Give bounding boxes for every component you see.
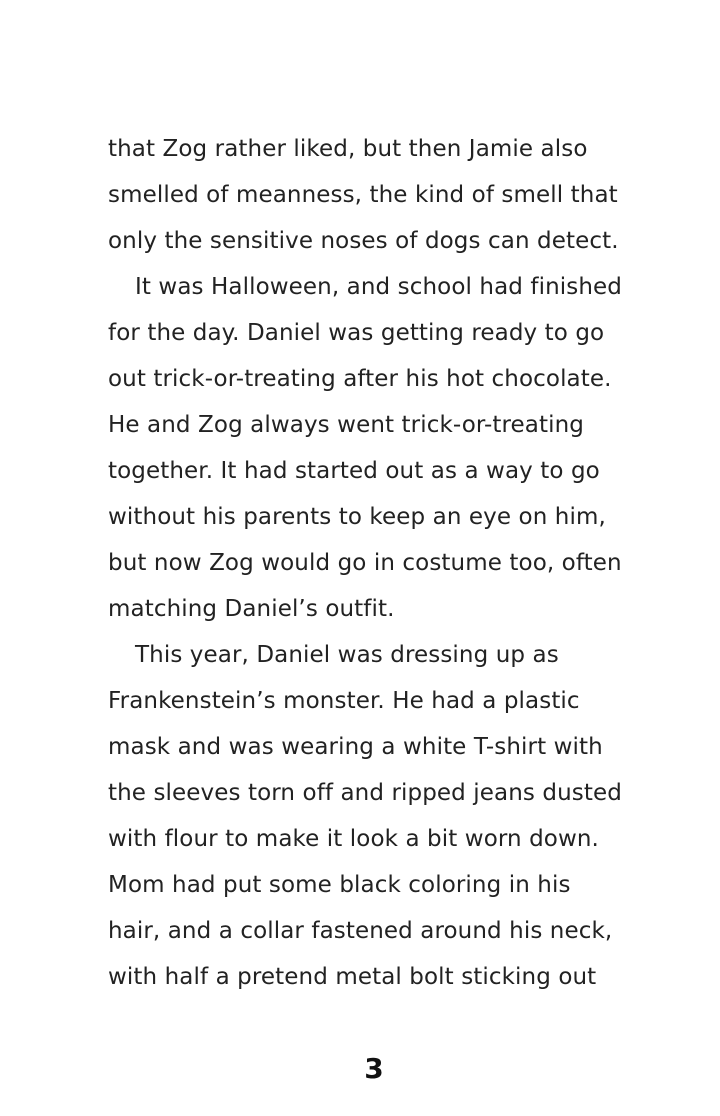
text-line: matching Daniel’s outfit. (108, 596, 395, 622)
paragraph-start-line: It was Halloween, and school had finished (135, 274, 622, 300)
text-line: He and Zog always went trick-or-treating (108, 412, 584, 438)
text-line: but now Zog would go in costume too, often (108, 550, 622, 576)
text-line: out trick-or-treating after his hot chocolate. (108, 366, 612, 392)
text-line: with half a pretend metal bolt sticking out (108, 964, 597, 990)
text-line: mask and was wearing a white T-shirt with (108, 734, 603, 760)
text-line: the sleeves torn off and ripped jeans dusted (108, 780, 622, 806)
text-line: with flour to make it look a bit worn down. (108, 826, 599, 852)
text-line: only the sensitive noses of dogs can detect. (108, 228, 619, 254)
page-number: 3 (364, 1052, 384, 1085)
text-line: hair, and a collar fastened around his neck, (108, 918, 613, 944)
text-line: together. It had started out as a way to go (108, 458, 600, 484)
paragraph-start-line: This year, Daniel was dressing up as (135, 642, 559, 668)
text-line: for the day. Daniel was getting ready to go (108, 320, 605, 346)
text-line: without his parents to keep an eye on him, (108, 504, 606, 530)
body-text (108, 126, 668, 1000)
text-line: smelled of meanness, the kind of smell that (108, 182, 618, 208)
text-line: Frankenstein’s monster. He had a plastic (108, 688, 580, 714)
text-line: Mom had put some black coloring in his (108, 872, 571, 898)
text-line: that Zog rather liked, but then Jamie also (108, 136, 588, 162)
